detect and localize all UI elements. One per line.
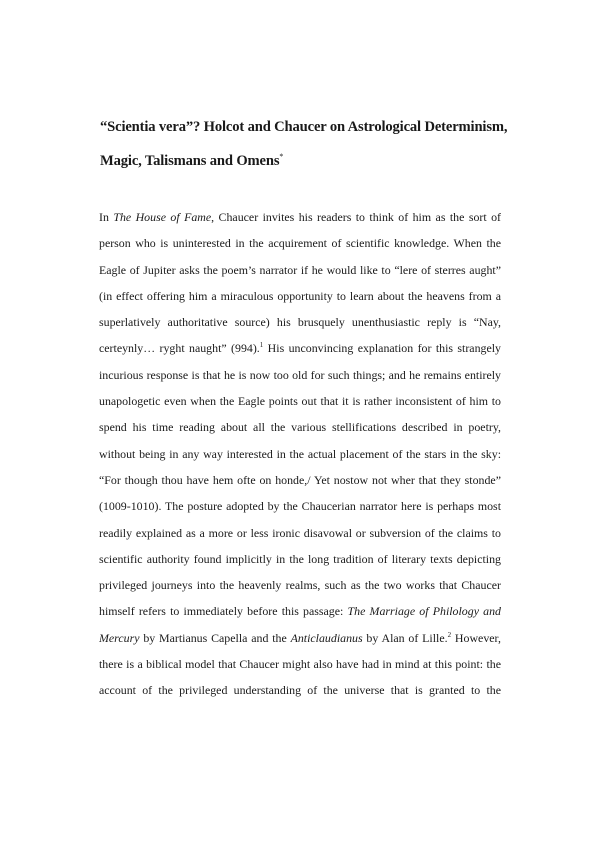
text-span: person who is uninterested in the acquirement of scientific knowledge. When the: [99, 236, 501, 251]
text-line: [99, 575, 501, 601]
text-line: [99, 549, 501, 575]
text-span: privileged journeys into the heavenly realms, such as the two works that Chaucer: [99, 578, 501, 593]
document-title-line-2: [100, 151, 530, 171]
text-line: [99, 417, 501, 443]
text-line: [99, 628, 501, 654]
text-span: (in effect offering him a miraculous opportunity to learn about the heavens from a: [99, 288, 501, 303]
title-footnote-mark: *: [279, 152, 284, 162]
title-text-1: “Scientia vera”? Holcot and Chaucer on Astrological Determinism,: [100, 119, 508, 135]
italic-title: The House of Fame: [113, 210, 212, 224]
italic-title: Mercury: [99, 630, 140, 645]
italic-title: Anticlaudianus: [290, 630, 363, 645]
text-span: there is a biblical model that Chaucer might also have had in mind at this point: the: [99, 657, 501, 672]
text-line: [99, 496, 501, 522]
text-span: In: [99, 210, 114, 224]
footnote-reference: 2: [447, 630, 452, 639]
text-line: [99, 654, 501, 680]
title-text-2: Magic, Talismans and Omens: [100, 153, 280, 169]
body-paragraph: [99, 207, 501, 707]
text-span: by Alan of Lille.: [362, 630, 448, 645]
text-span: (1009-1010). The posture adopted by the Chaucerian narrator here is perhaps most: [99, 499, 501, 514]
text-span: himself refers to immediately before this passage:: [99, 604, 348, 619]
text-line: [99, 233, 501, 259]
text-line: [99, 365, 501, 391]
text-span: readily explained as a more or less ironic disavowal or subversion of the claims to: [99, 525, 501, 540]
text-span: incurious response is that he is now too old for such things; and he remains entirely: [99, 367, 501, 382]
text-span: unapologetic even when the Eagle points out that it is rather inconsistent of him to: [99, 394, 501, 409]
text-span: scientific authority found implicitly in the long tradition of literary texts depicting: [99, 551, 501, 566]
text-span: Eagle of Jupiter asks the poem’s narrator if he would like to “lere of sterres aught”: [99, 262, 501, 277]
text-line: [99, 444, 501, 470]
text-span: “For though thou have hem ofte on honde,/ Yet nostow not wher that they stonde”: [99, 472, 501, 487]
italic-title: The Marriage of Philology and: [347, 604, 501, 619]
text-line: [99, 286, 501, 312]
footnote-reference: 1: [259, 341, 264, 350]
text-span: certeynly… ryght naught” (994).: [99, 341, 260, 356]
text-line: [99, 312, 501, 338]
text-span: , Chaucer invites his readers to think of him as the sort of: [211, 210, 501, 224]
text-span: His unconvincing explanation for this strangely: [263, 341, 501, 356]
text-span: superlatively authoritative source) his brusquely unenthusiastic reply is “Nay,: [99, 315, 501, 330]
text-span: spend his time reading about all the various stellifications described in poetry,: [99, 420, 501, 435]
text-line: [99, 338, 501, 364]
text-line: [99, 523, 501, 549]
text-span: However,: [451, 630, 501, 645]
text-line: [99, 470, 501, 496]
text-line: [99, 260, 501, 286]
text-line: [99, 601, 501, 627]
text-line: [99, 207, 501, 233]
text-line: [99, 391, 501, 417]
text-span: without being in any way interested in the actual placement of the stars in the sky:: [99, 446, 501, 461]
text-span: by Martianus Capella and the: [139, 630, 291, 645]
text-span: account of the privileged understanding of the universe that is granted to the: [99, 683, 501, 698]
text-line: [99, 680, 501, 706]
document-title-line-1: [100, 117, 530, 137]
